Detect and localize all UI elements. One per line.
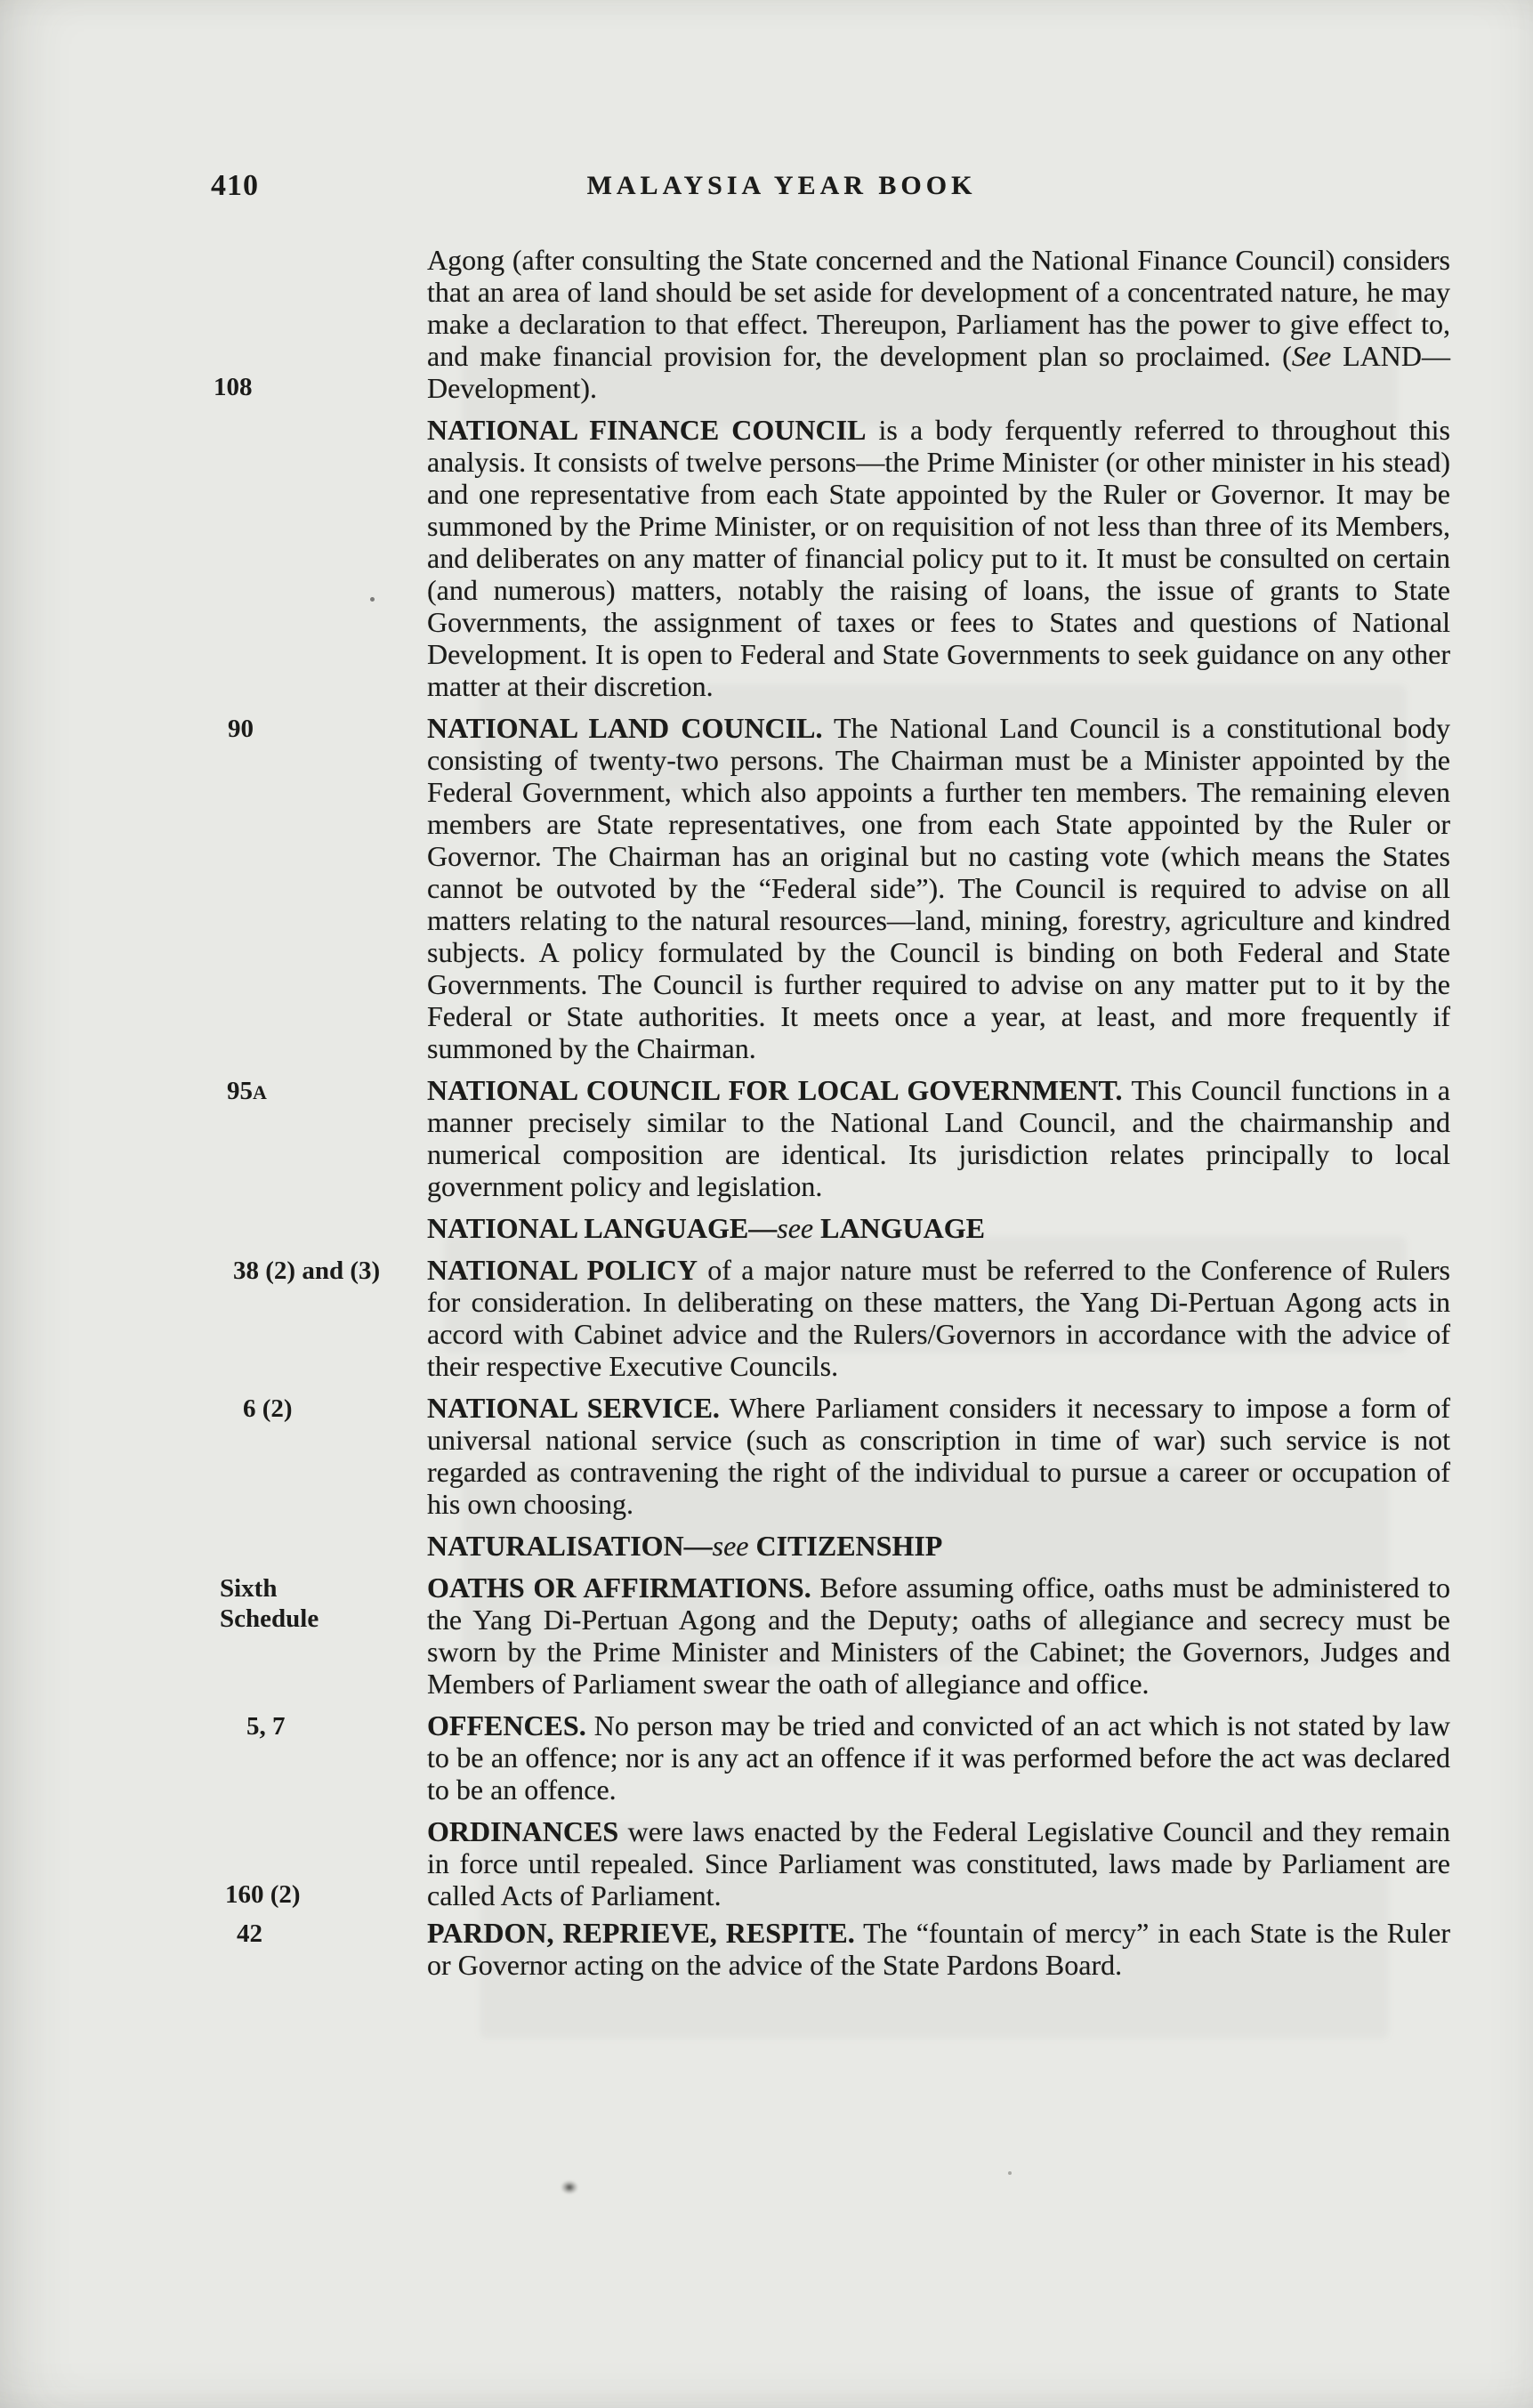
margin-ref: [0, 244, 427, 404]
entry-text: [427, 1917, 1450, 1981]
see-italic: see: [712, 1530, 749, 1562]
body-text: is a body ferquently referred to throughout this analysis. It consists of twelve persons—the Prime Minister (or other minister in his stead) and one representative from each State appointed by the Ruler or Governor. It may be summoned by the Prime Minister, or on requisition of not less than three of its Members, and deliberates on any matter of financial policy put to it. It must be consulted on certain (and numerous) matters, notably the raising of loans, the issue of grants to State Governments, the assignment of taxes or fees to States and questions of National Development. It is open to Federal and State Governments to seek guidance on any other matter at their discretion.: [427, 414, 1451, 702]
entry-land-development-continuation: [0, 244, 1533, 404]
term-heading: NATIONAL SERVICE.: [427, 1392, 720, 1424]
term-heading: NATIONAL COUNCIL FOR LOCAL GOVERNMENT.: [427, 1074, 1123, 1106]
margin-ref: [0, 1815, 427, 1911]
entry-text: [427, 1572, 1450, 1700]
entry-text: [427, 712, 1450, 1064]
ink-speck: [1008, 2171, 1012, 2175]
margin-ref-suffix: A: [253, 1081, 267, 1103]
margin-ref-label: 38 (2) and (3): [233, 1257, 381, 1285]
margin-ref-label: 42: [237, 1919, 262, 1948]
entry-text: [427, 1530, 1450, 1562]
margin-ref: [0, 1212, 427, 1244]
entry-oaths-or-affirmations: [0, 1572, 1533, 1700]
book-title: MALAYSIA YEAR BOOK: [586, 171, 977, 200]
entry-offences: [0, 1709, 1533, 1806]
body-text: No person may be tried and convicted of an act which is not stated by law to be an offence; nor is any act an offence if it was performed before the act was declared to be an offence.: [427, 1709, 1450, 1806]
term-heading: ORDINANCES: [427, 1815, 619, 1847]
ink-speck: [370, 597, 375, 602]
entry-text: [427, 244, 1450, 404]
see-italic: See: [1291, 340, 1332, 372]
entry-text: [427, 414, 1450, 702]
margin-ref: [0, 1254, 427, 1382]
ink-smudge: [561, 2180, 578, 2194]
crossref-target: CITIZENSHIP: [748, 1530, 943, 1562]
content-column: [0, 244, 1533, 1991]
margin-ref-label: 108: [214, 373, 253, 401]
margin-ref-label: Sixth: [220, 1574, 278, 1603]
crossref-target: LANGUAGE: [813, 1212, 985, 1244]
entry-text: [427, 1392, 1450, 1520]
entry-text: [427, 1254, 1450, 1382]
term-heading: OATHS OR AFFIRMATIONS.: [427, 1572, 811, 1604]
body-text: This Council functions in a manner precisely similar to the National Land Council, and the chairmanship and numerical composition are identical. Its jurisdiction relates principally to local government policy and legislation.: [427, 1074, 1451, 1202]
entry-text: [427, 1815, 1450, 1911]
margin-ref-label: 90: [228, 715, 254, 743]
entry-national-language-crossref: [0, 1212, 1533, 1244]
entry-national-land-council: [0, 712, 1533, 1064]
page-number: 410: [211, 169, 259, 202]
entry-naturalisation-crossref: [0, 1530, 1533, 1562]
body-text: LAND—Development).: [427, 340, 1451, 404]
margin-ref: [0, 1709, 427, 1806]
margin-ref: [0, 1572, 427, 1700]
entry-text: [427, 1709, 1450, 1806]
entry-text: [427, 1212, 1450, 1244]
body-text: The “fountain of mercy” in each State is the Ruler or Governor acting on the advice of the State Pardons Board.: [427, 1917, 1451, 1981]
term-heading: NATIONAL POLICY: [427, 1254, 698, 1286]
entry-national-finance-council: [0, 414, 1533, 702]
term-heading: PARDON, REPRIEVE, RESPITE.: [427, 1917, 855, 1949]
term-heading: OFFENCES.: [427, 1709, 586, 1741]
entry-text: [427, 1074, 1450, 1202]
body-text: The National Land Council is a constitutional body consisting of twenty-two persons. The Chairman must be a Minister appointed by the Federal Government, which also appoints a further ten members. The remaining eleven members are State representatives, one from each State appointed by the Ruler or Governor. The Chairman has an original but no casting vote (which means the States cannot be outvoted by the “Federal side”). The Council is required to advise on all matters relating to the natural resources—land, mining, forestry, agriculture and kindred subjects. A policy formulated by the Council is binding on both Federal and State Governments. The Council is further required to advise on any matter put to it by the Federal or State authorities. It meets once a year, at least, and more frequently if summoned by the Chairman.: [427, 712, 1451, 1064]
margin-ref: [0, 414, 427, 702]
body-text: were laws enacted by the Federal Legislative Council and they remain in force until repealed. Since Parliament was constituted, laws made by Parliament are called Acts of Parliament.: [427, 1815, 1450, 1911]
body-text: of a major nature must be referred to the Conference of Rulers for consideration. In deliberating on these matters, the Yang Di-Pertuan Agong acts in accord with Cabinet advice and the Rulers/Governors in accordance with the advice of their respective Executive Councils.: [427, 1254, 1451, 1382]
margin-ref: [0, 1917, 427, 1981]
entry-national-policy: [0, 1254, 1533, 1382]
margin-ref-label: 160 (2): [225, 1880, 301, 1909]
see-italic: see: [777, 1212, 814, 1244]
body-text: Where Parliament considers it necessary to impose a form of universal national service (such as conscription in time of war) such service is not regarded as contravening the right of the individual to pursue a career or occupation of his own choosing.: [427, 1392, 1450, 1520]
entry-ordinances: [0, 1815, 1533, 1911]
margin-ref: [0, 1392, 427, 1520]
body-text: Agong (after consulting the State concerned and the National Finance Council) considers that an area of land should be set aside for development of a concentrated nature, he may make a declaration to that effect. Thereupon, Parliament has the power to give effect to, and make financial provision for, the development plan so proclaimed. (: [427, 244, 1450, 372]
margin-ref: [0, 1530, 427, 1562]
margin-ref-label: 95: [227, 1077, 253, 1105]
margin-ref: [0, 1074, 427, 1202]
body-text: Before assuming office, oaths must be administered to the Yang Di-Pertuan Agong and the Deputy; oaths of allegiance and secrecy must be sworn by the Prime Minister and Ministers of the Cabinet; the Governors, Judges and Members of Parliament swear the oath of allegiance and office.: [427, 1572, 1451, 1700]
entry-national-council-local-government: [0, 1074, 1533, 1202]
margin-ref-label: 5, 7: [246, 1712, 286, 1741]
term-heading: NATIONAL LAND COUNCIL.: [427, 712, 823, 744]
margin-ref-label-line2: Schedule: [220, 1604, 319, 1633]
margin-ref-label: 6 (2): [243, 1394, 293, 1423]
term-heading: NATURALISATION—: [427, 1530, 713, 1562]
term-heading: NATIONAL LANGUAGE—: [427, 1212, 778, 1244]
page-header: [0, 167, 1533, 215]
entry-pardon-reprieve-respite: [0, 1917, 1533, 1981]
entry-national-service: [0, 1392, 1533, 1520]
margin-ref: [0, 712, 427, 1064]
term-heading: NATIONAL FINANCE COUNCIL: [427, 414, 867, 446]
